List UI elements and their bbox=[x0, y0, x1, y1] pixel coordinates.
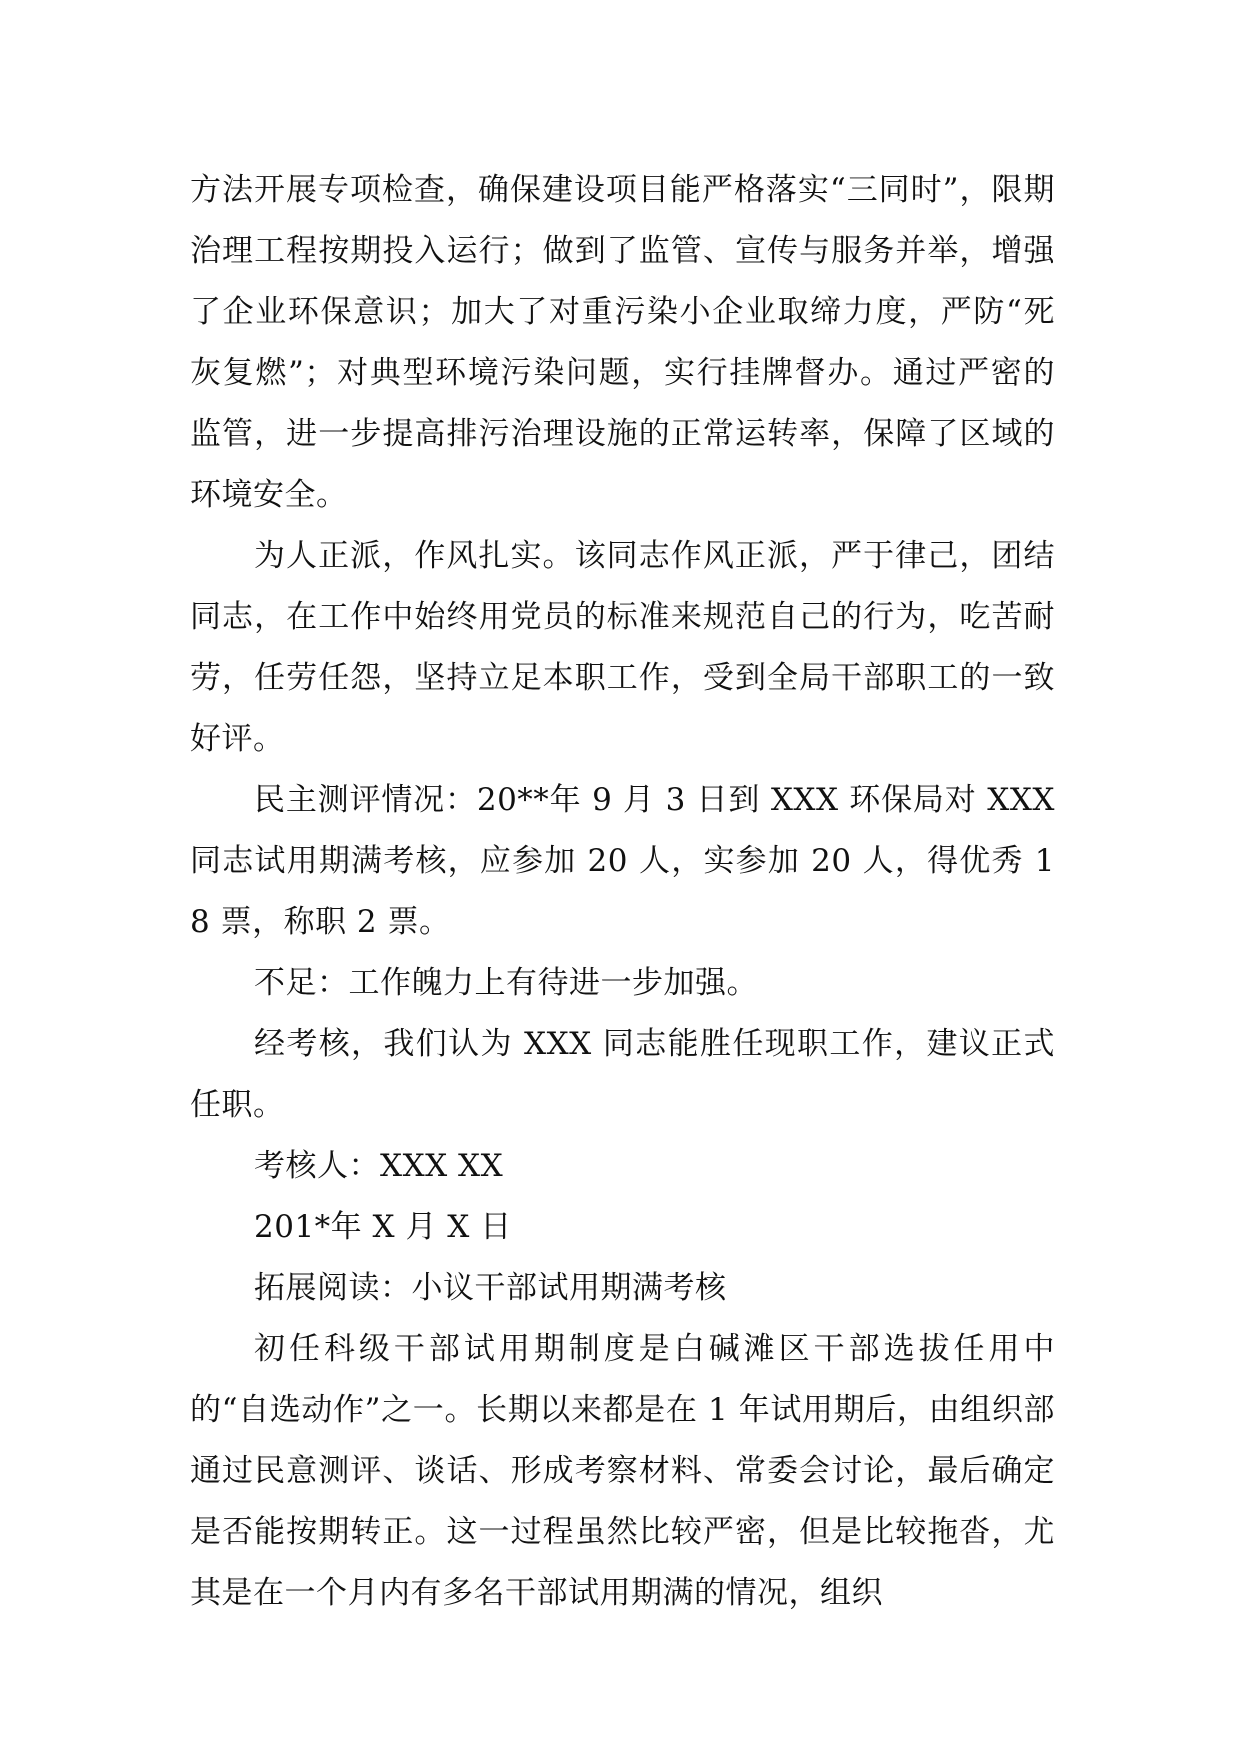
paragraph-conclusion: 经考核，我们认为 XXX 同志能胜任现职工作，建议正式任职。 bbox=[190, 1026, 1055, 1123]
paragraph-work-style: 为人正派，作风扎实。该同志作风正派，严于律己，团结同志，在工作中始终用党员的标准来规范自己的行为，吃苦耐劳，任劳任怨，坚持立足本职工作，受到全局干部职工的一致好评。 bbox=[190, 538, 1055, 757]
paragraph-assessor: 考核人：XXX XX bbox=[254, 1148, 504, 1184]
paragraph-probation-system: 初任科级干部试用期制度是白碱滩区干部选拔任用中的“自选动作”之一。长期以来都是在 1 年试用期后，由组织部通过民意测评、谈话、形成考察材料、常委会讨论，最后确定是否能按期转正。这一过程虽然比较严密，但是比较拖沓，尤其是在一个月内有多名干部试用期满的情况，组织 bbox=[190, 1331, 1055, 1611]
paragraph-democratic-evaluation: 民主测评情况：20**年 9 月 3 日到 XXX 环保局对 XXX 同志试用期满考核，应参加 20 人，实参加 20 人，得优秀 18 票，称职 2 票。 bbox=[190, 782, 1055, 940]
paragraph-date: 201*年 X 月 X 日 bbox=[254, 1209, 512, 1245]
document-body bbox=[190, 160, 1055, 1624]
paragraph-extended-reading-title: 拓展阅读：小议干部试用期满考核 bbox=[254, 1270, 727, 1306]
paragraph-environment-supervision: 方法开展专项检查，确保建设项目能严格落实“三同时”，限期治理工程按期投入运行；做到了监管、宣传与服务并举，增强了企业环保意识；加大了对重污染小企业取缔力度，严防“死灰复燃”；对典型环境污染问题，实行挂牌督办。通过严密的监管，进一步提高排污治理设施的正常运转率，保障了区域的环境安全。 bbox=[190, 172, 1055, 513]
paragraph-shortcomings: 不足：工作魄力上有待进一步加强。 bbox=[254, 965, 758, 1001]
